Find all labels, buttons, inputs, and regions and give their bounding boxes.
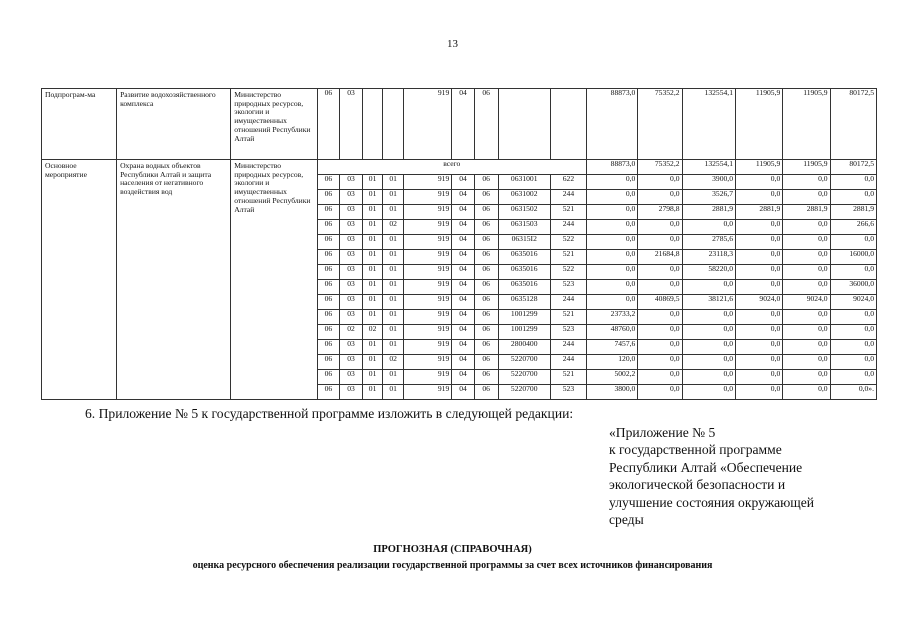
code-cell: 02 bbox=[362, 325, 383, 340]
paragraph-6: 6. Приложение № 5 к государственной программе изложить в следующей редакции: bbox=[85, 406, 574, 421]
code-cell: 919 bbox=[403, 355, 451, 370]
value-cell: 0,0 bbox=[736, 190, 783, 205]
table-body bbox=[42, 89, 877, 400]
value-cell: 0,0 bbox=[736, 175, 783, 190]
code-cell: 01 bbox=[383, 190, 404, 205]
code-cell: 521 bbox=[550, 370, 586, 385]
value-cell: 2881,9 bbox=[830, 205, 876, 220]
code-cell: 06 bbox=[317, 265, 340, 280]
code-cell: 03 bbox=[340, 385, 363, 400]
code-cell: 244 bbox=[550, 340, 586, 355]
value-cell: 0,0 bbox=[783, 325, 830, 340]
code-cell: 04 bbox=[452, 325, 475, 340]
code-cell: 06 bbox=[474, 385, 498, 400]
code-cell: 521 bbox=[550, 310, 586, 325]
value-cell: 0,0 bbox=[638, 220, 682, 235]
value-cell: 40869,5 bbox=[638, 295, 682, 310]
code-cell: 03 bbox=[340, 280, 363, 295]
appendix-line: улучшение состояния окружающей bbox=[609, 494, 815, 510]
value-cell: 120,0 bbox=[586, 355, 637, 370]
main-activity-total-row bbox=[42, 160, 877, 175]
value-cell: 0,0 bbox=[830, 265, 876, 280]
value-cell: 0,0 bbox=[638, 385, 682, 400]
value-cell: 132554,1 bbox=[682, 89, 735, 160]
code-cell: 0635016 bbox=[498, 250, 550, 265]
code-cell: 919 bbox=[403, 205, 451, 220]
value-cell: 0,0 bbox=[783, 250, 830, 265]
value-cell: 0,0 bbox=[586, 190, 637, 205]
subprogram-type-cell: Подпрограм-ма bbox=[42, 89, 117, 160]
code-cell: 1001299 bbox=[498, 310, 550, 325]
value-cell: 0,0 bbox=[783, 175, 830, 190]
code-cell: 01 bbox=[362, 310, 383, 325]
code-cell: 919 bbox=[403, 370, 451, 385]
value-cell: 0,0 bbox=[682, 280, 735, 295]
code-cell: 06 bbox=[317, 355, 340, 370]
value-cell: 0,0 bbox=[783, 220, 830, 235]
code-cell: 06 bbox=[317, 89, 340, 160]
code-cell: 244 bbox=[550, 190, 586, 205]
code-cell: 521 bbox=[550, 250, 586, 265]
code-cell: 523 bbox=[550, 385, 586, 400]
value-cell: 38121,6 bbox=[682, 295, 735, 310]
code-cell: 244 bbox=[550, 295, 586, 310]
code-cell: 0631001 bbox=[498, 175, 550, 190]
activity-type-cell: Основное мероприятие bbox=[42, 160, 117, 400]
code-cell: 04 bbox=[452, 385, 475, 400]
value-cell: 0,0 bbox=[783, 340, 830, 355]
code-cell: 5220700 bbox=[498, 355, 550, 370]
code-cell: 523 bbox=[550, 280, 586, 295]
value-cell: 0,0 bbox=[736, 280, 783, 295]
code-cell: 01 bbox=[383, 175, 404, 190]
subprogram-executor-cell: Министерство природных ресурсов, экологии и имущественных отношений Республики Алтай bbox=[231, 89, 317, 160]
code-cell: 01 bbox=[362, 175, 383, 190]
code-cell: 04 bbox=[452, 310, 475, 325]
code-cell bbox=[498, 89, 550, 160]
value-cell: 0,0 bbox=[736, 355, 783, 370]
value-cell: 0,0 bbox=[830, 340, 876, 355]
code-cell bbox=[362, 89, 383, 160]
value-cell: 9024,0 bbox=[736, 295, 783, 310]
code-cell: 06 bbox=[317, 220, 340, 235]
code-cell: 04 bbox=[452, 220, 475, 235]
value-cell: 0,0 bbox=[736, 265, 783, 280]
code-cell: 06 bbox=[317, 190, 340, 205]
code-cell: 919 bbox=[403, 175, 451, 190]
code-cell: 03 bbox=[340, 295, 363, 310]
code-cell: 01 bbox=[383, 340, 404, 355]
code-cell: 919 bbox=[403, 310, 451, 325]
value-cell: 2798,8 bbox=[638, 205, 682, 220]
code-cell: 244 bbox=[550, 355, 586, 370]
value-cell: 266,6 bbox=[830, 220, 876, 235]
activity-executor-cell: Министерство природных ресурсов, экологии и имущественных отношений Республики Алтай bbox=[231, 160, 317, 400]
code-cell: 01 bbox=[383, 325, 404, 340]
code-cell: 04 bbox=[452, 235, 475, 250]
value-cell: 75352,2 bbox=[638, 89, 682, 160]
code-cell: 01 bbox=[362, 370, 383, 385]
value-cell: 5002,2 bbox=[586, 370, 637, 385]
value-cell: 0,0 bbox=[783, 235, 830, 250]
code-cell: 06 bbox=[474, 89, 498, 160]
value-cell: 16000,0 bbox=[830, 250, 876, 265]
code-cell: 01 bbox=[362, 205, 383, 220]
value-cell: 3800,0 bbox=[586, 385, 637, 400]
value-cell: 0,0 bbox=[736, 370, 783, 385]
heading-forecast: ПРОГНОЗНАЯ (СПРАВОЧНАЯ) bbox=[373, 544, 532, 555]
code-cell: 522 bbox=[550, 235, 586, 250]
code-cell: 522 bbox=[550, 265, 586, 280]
code-cell: 06 bbox=[474, 325, 498, 340]
code-cell: 919 bbox=[403, 235, 451, 250]
value-cell: 58220,0 bbox=[682, 265, 735, 280]
code-cell: 04 bbox=[452, 370, 475, 385]
code-cell: 04 bbox=[452, 355, 475, 370]
activity-name-cell: Охрана водных объектов Республики Алтай и защита населения от негативного воздействия вод bbox=[117, 160, 231, 400]
value-cell: 0,0 bbox=[736, 385, 783, 400]
code-cell: 06 bbox=[317, 280, 340, 295]
value-cell: 0,0 bbox=[638, 280, 682, 295]
value-cell: 0,0 bbox=[783, 355, 830, 370]
value-cell: 2881,9 bbox=[783, 205, 830, 220]
code-cell: 244 bbox=[550, 220, 586, 235]
code-cell: 919 bbox=[403, 295, 451, 310]
code-cell: 919 bbox=[403, 265, 451, 280]
code-cell: 01 bbox=[383, 205, 404, 220]
total-value-cell: 88873,0 bbox=[586, 160, 637, 175]
code-cell: 06 bbox=[474, 250, 498, 265]
value-cell: 11905,9 bbox=[783, 89, 830, 160]
code-cell: 01 bbox=[362, 280, 383, 295]
value-cell: 0,0 bbox=[830, 175, 876, 190]
code-cell: 03 bbox=[340, 355, 363, 370]
value-cell: 0,0 bbox=[638, 355, 682, 370]
code-cell: 06 bbox=[317, 295, 340, 310]
value-cell: 0,0 bbox=[638, 310, 682, 325]
code-cell: 01 bbox=[383, 385, 404, 400]
code-cell: 523 bbox=[550, 325, 586, 340]
code-cell: 5220700 bbox=[498, 385, 550, 400]
value-cell: 0,0 bbox=[682, 220, 735, 235]
appendix-line: Республики Алтай «Обеспечение bbox=[609, 459, 803, 475]
code-cell: 03 bbox=[340, 235, 363, 250]
code-cell: 06315I2 bbox=[498, 235, 550, 250]
code-cell: 02 bbox=[340, 325, 363, 340]
code-cell: 03 bbox=[340, 340, 363, 355]
code-cell: 01 bbox=[362, 355, 383, 370]
code-cell: 06 bbox=[474, 190, 498, 205]
value-cell: 0,0 bbox=[586, 250, 637, 265]
code-cell: 919 bbox=[403, 280, 451, 295]
value-cell: 0,0 bbox=[638, 370, 682, 385]
code-cell: 04 bbox=[452, 89, 475, 160]
value-cell: 23118,3 bbox=[682, 250, 735, 265]
code-cell: 06 bbox=[474, 340, 498, 355]
code-cell: 06 bbox=[474, 235, 498, 250]
value-cell: 0,0 bbox=[736, 235, 783, 250]
code-cell: 0631002 bbox=[498, 190, 550, 205]
value-cell: 23733,2 bbox=[586, 310, 637, 325]
code-cell: 03 bbox=[340, 220, 363, 235]
value-cell: 80172,5 bbox=[830, 89, 876, 160]
code-cell: 1001299 bbox=[498, 325, 550, 340]
code-cell: 04 bbox=[452, 190, 475, 205]
value-cell: 21684,8 bbox=[638, 250, 682, 265]
code-cell: 03 bbox=[340, 265, 363, 280]
value-cell: 0,0 bbox=[830, 325, 876, 340]
code-cell: 521 bbox=[550, 205, 586, 220]
code-cell: 06 bbox=[474, 205, 498, 220]
code-cell: 06 bbox=[317, 385, 340, 400]
code-cell: 03 bbox=[340, 310, 363, 325]
value-cell: 0,0 bbox=[736, 340, 783, 355]
value-cell: 88873,0 bbox=[586, 89, 637, 160]
code-cell: 04 bbox=[452, 295, 475, 310]
code-cell: 919 bbox=[403, 220, 451, 235]
code-cell: 919 bbox=[403, 250, 451, 265]
value-cell: 0,0 bbox=[586, 220, 637, 235]
code-cell: 622 bbox=[550, 175, 586, 190]
value-cell: 7457,6 bbox=[586, 340, 637, 355]
code-cell: 06 bbox=[474, 280, 498, 295]
code-cell: 919 bbox=[403, 385, 451, 400]
value-cell: 0,0 bbox=[783, 280, 830, 295]
value-cell: 0,0 bbox=[783, 265, 830, 280]
value-cell: 0,0 bbox=[586, 175, 637, 190]
code-cell: 01 bbox=[383, 265, 404, 280]
code-cell bbox=[550, 89, 586, 160]
value-cell: 9024,0 bbox=[783, 295, 830, 310]
value-cell: 0,0 bbox=[586, 265, 637, 280]
value-cell: 0,0 bbox=[638, 340, 682, 355]
code-cell: 06 bbox=[474, 355, 498, 370]
code-cell: 04 bbox=[452, 265, 475, 280]
value-cell: 0,0 bbox=[682, 340, 735, 355]
value-cell: 0,0 bbox=[682, 370, 735, 385]
value-cell: 3526,7 bbox=[682, 190, 735, 205]
value-cell: 0,0 bbox=[638, 325, 682, 340]
value-cell: 0,0 bbox=[830, 190, 876, 205]
value-cell: 9024,0 bbox=[830, 295, 876, 310]
appendix-line: экологической безопасности и bbox=[609, 477, 786, 493]
code-cell: 06 bbox=[317, 250, 340, 265]
value-cell: 0,0 bbox=[736, 220, 783, 235]
value-cell: 2881,9 bbox=[736, 205, 783, 220]
code-cell: 06 bbox=[317, 175, 340, 190]
code-cell: 06 bbox=[317, 310, 340, 325]
code-cell: 06 bbox=[474, 265, 498, 280]
code-cell: 2800400 bbox=[498, 340, 550, 355]
code-cell: 03 bbox=[340, 250, 363, 265]
value-cell: 2881,9 bbox=[682, 205, 735, 220]
code-cell: 0631502 bbox=[498, 205, 550, 220]
code-cell: 01 bbox=[362, 235, 383, 250]
code-cell: 919 bbox=[403, 89, 451, 160]
total-value-cell: 11905,9 bbox=[736, 160, 783, 175]
code-cell: 919 bbox=[403, 340, 451, 355]
code-cell: 04 bbox=[452, 250, 475, 265]
code-cell: 06 bbox=[474, 175, 498, 190]
code-cell: 06 bbox=[474, 220, 498, 235]
value-cell: 0,0 bbox=[830, 355, 876, 370]
code-cell: 06 bbox=[317, 370, 340, 385]
code-cell: 03 bbox=[340, 205, 363, 220]
value-cell: 0,0 bbox=[586, 280, 637, 295]
resource-table bbox=[41, 88, 877, 400]
code-cell: 0631503 bbox=[498, 220, 550, 235]
code-cell: 919 bbox=[403, 190, 451, 205]
code-cell: 01 bbox=[383, 280, 404, 295]
value-cell: 0,0 bbox=[586, 295, 637, 310]
code-cell: 01 bbox=[383, 370, 404, 385]
page-number: 13 bbox=[447, 38, 458, 50]
code-cell: 06 bbox=[317, 340, 340, 355]
code-cell: 03 bbox=[340, 370, 363, 385]
value-cell: 0,0 bbox=[830, 370, 876, 385]
code-cell: 06 bbox=[474, 370, 498, 385]
code-cell: 0635016 bbox=[498, 265, 550, 280]
value-cell: 0,0 bbox=[638, 235, 682, 250]
value-cell: 0,0 bbox=[783, 370, 830, 385]
value-cell: 3900,0 bbox=[682, 175, 735, 190]
value-cell: 0,0 bbox=[830, 310, 876, 325]
code-cell: 01 bbox=[362, 250, 383, 265]
code-cell: 01 bbox=[362, 385, 383, 400]
heading-assessment: оценка ресурсного обеспечения реализации государственной программы за счет всех источников финансирования bbox=[192, 560, 713, 571]
total-value-cell: 80172,5 bbox=[830, 160, 876, 175]
value-cell: 0,0 bbox=[830, 235, 876, 250]
code-cell: 01 bbox=[383, 235, 404, 250]
code-cell: 0635128 bbox=[498, 295, 550, 310]
code-cell: 03 bbox=[340, 190, 363, 205]
code-cell: 01 bbox=[362, 265, 383, 280]
value-cell: 48760,0 bbox=[586, 325, 637, 340]
value-cell: 0,0 bbox=[736, 325, 783, 340]
code-cell: 04 bbox=[452, 175, 475, 190]
code-cell: 01 bbox=[362, 190, 383, 205]
value-cell: 0,0 bbox=[682, 325, 735, 340]
code-cell: 01 bbox=[383, 310, 404, 325]
code-cell: 01 bbox=[362, 340, 383, 355]
code-cell: 06 bbox=[474, 295, 498, 310]
value-cell: 36000,0 bbox=[830, 280, 876, 295]
code-cell: 01 bbox=[383, 250, 404, 265]
value-cell: 2785,6 bbox=[682, 235, 735, 250]
subprogram-row bbox=[42, 89, 877, 160]
code-cell: 03 bbox=[340, 175, 363, 190]
code-cell: 04 bbox=[452, 280, 475, 295]
code-cell: 04 bbox=[452, 205, 475, 220]
value-cell: 0,0 bbox=[736, 250, 783, 265]
code-cell: 02 bbox=[383, 220, 404, 235]
value-cell: 0,0 bbox=[682, 310, 735, 325]
value-cell: 0,0 bbox=[783, 310, 830, 325]
total-value-cell: 75352,2 bbox=[638, 160, 682, 175]
value-cell: 0,0 bbox=[638, 190, 682, 205]
code-cell: 01 bbox=[383, 295, 404, 310]
code-cell: 5220700 bbox=[498, 370, 550, 385]
value-cell: 0,0 bbox=[586, 235, 637, 250]
value-cell: 0,0 bbox=[783, 385, 830, 400]
value-cell: 0,0». bbox=[830, 385, 876, 400]
code-cell: 0635016 bbox=[498, 280, 550, 295]
appendix-line: к государственной программе bbox=[609, 442, 782, 458]
value-cell: 0,0 bbox=[736, 310, 783, 325]
appendix-note bbox=[609, 424, 879, 528]
subprogram-name-cell: Развитие водохозяйственного комплекса bbox=[117, 89, 231, 160]
code-cell: 06 bbox=[474, 310, 498, 325]
code-cell: 01 bbox=[362, 295, 383, 310]
value-cell: 0,0 bbox=[638, 265, 682, 280]
value-cell: 11905,9 bbox=[736, 89, 783, 160]
code-cell: 06 bbox=[317, 205, 340, 220]
code-cell: 06 bbox=[317, 235, 340, 250]
code-cell: 06 bbox=[317, 325, 340, 340]
code-cell: 01 bbox=[362, 220, 383, 235]
value-cell: 0,0 bbox=[638, 175, 682, 190]
code-cell bbox=[383, 89, 404, 160]
code-cell: 02 bbox=[383, 355, 404, 370]
code-cell: 03 bbox=[340, 89, 363, 160]
code-cell: 919 bbox=[403, 325, 451, 340]
appendix-line: «Приложение № 5 bbox=[609, 425, 716, 440]
value-cell: 0,0 bbox=[682, 355, 735, 370]
total-value-cell: 11905,9 bbox=[783, 160, 830, 175]
total-label-cell: всего bbox=[317, 160, 586, 175]
value-cell: 0,0 bbox=[783, 190, 830, 205]
value-cell: 0,0 bbox=[586, 205, 637, 220]
value-cell: 0,0 bbox=[682, 385, 735, 400]
code-cell: 04 bbox=[452, 340, 475, 355]
appendix-line: среды bbox=[609, 512, 644, 528]
total-value-cell: 132554,1 bbox=[682, 160, 735, 175]
